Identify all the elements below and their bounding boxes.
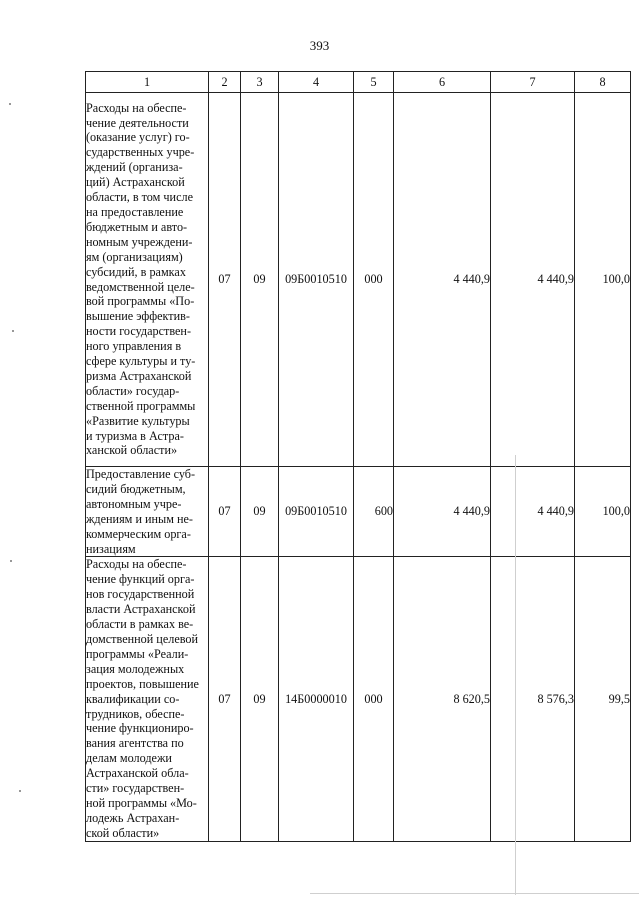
subsection-code: 09 — [241, 93, 279, 467]
budget-table — [85, 71, 631, 842]
description-line: и туризма в Астра- — [86, 428, 184, 443]
description-line: чение функций орга- — [86, 572, 195, 587]
description-line: домственной целевой — [86, 631, 199, 646]
description-line: сударственных учре- — [86, 145, 195, 160]
executed-amount: 8 576,3 — [491, 557, 575, 841]
description-line: Предоставление суб- — [86, 467, 196, 481]
planned-amount: 8 620,5 — [394, 557, 491, 841]
planned-amount: 4 440,9 — [394, 467, 491, 557]
column-header: 5 — [354, 72, 394, 93]
row-description — [86, 557, 209, 841]
execution-percent: 100,0 — [575, 467, 631, 557]
description-line: квалификации со- — [86, 691, 180, 706]
description-line: Расходы на обеспе- — [86, 100, 187, 115]
description-line: нов государственной — [86, 587, 195, 602]
description-line: Астраханской обла- — [86, 766, 189, 781]
description-line: сфере культуры и ту- — [86, 354, 196, 369]
target-article-code: 09Б0010510 — [279, 467, 354, 557]
execution-percent: 100,0 — [575, 93, 631, 467]
row-description — [86, 93, 209, 467]
description-line: чение функциониро- — [86, 721, 194, 736]
execution-percent: 99,5 — [575, 557, 631, 841]
page-number: 393 — [309, 38, 330, 53]
planned-amount: 4 440,9 — [394, 93, 491, 467]
description-line: коммерческим орга- — [86, 526, 191, 541]
scan-artifact-dot — [10, 560, 12, 562]
description-line: делам молодежи — [86, 751, 172, 766]
description-line: ведомственной целе- — [86, 279, 195, 294]
description-line: автономным учре- — [86, 496, 182, 511]
description-line: области, в том числе — [86, 190, 193, 205]
subsection-code: 09 — [241, 467, 279, 557]
description-line: ризма Астраханской — [86, 368, 192, 383]
table-row — [86, 93, 631, 467]
section-code: 07 — [209, 467, 241, 557]
description-line: зация молодежных — [86, 661, 185, 676]
description-line: вой программы «По- — [86, 294, 195, 309]
description-line: проектов, повышение — [86, 676, 199, 691]
description-line: субсидий, в рамках — [86, 264, 186, 279]
description-line: лодежь Астрахан- — [86, 810, 180, 825]
description-line: вания агентства по — [86, 736, 184, 751]
description-line: ханской области» — [86, 443, 178, 458]
target-article-code: 09Б0010510 — [279, 93, 354, 467]
section-code: 07 — [209, 557, 241, 841]
description-line: «Развитие культуры — [86, 413, 190, 428]
section-code: 07 — [209, 93, 241, 467]
scan-artifact-dot — [12, 330, 14, 332]
row-description — [86, 467, 209, 557]
description-line: ждений (организа- — [86, 160, 183, 175]
description-line: чение деятельности — [86, 115, 189, 130]
column-header: 2 — [209, 72, 241, 93]
description-line: ждениям и иным не- — [86, 511, 193, 526]
expense-type-code: 600 — [354, 467, 394, 557]
executed-amount: 4 440,9 — [491, 467, 575, 557]
table-row — [86, 467, 631, 557]
column-header: 8 — [575, 72, 631, 93]
description-line: низациям — [86, 541, 136, 556]
description-line: программы «Реали- — [86, 646, 189, 661]
description-line: (оказание услуг) го- — [86, 130, 190, 145]
description-line: области в рамках ве- — [86, 617, 194, 632]
subsection-code: 09 — [241, 557, 279, 841]
scan-artifact-line — [310, 893, 639, 894]
scan-artifact-dot — [19, 790, 21, 792]
description-line: области» государ- — [86, 383, 180, 398]
description-line: ности государствен- — [86, 324, 192, 339]
description-line: на предоставление — [86, 204, 184, 219]
description-line: сти» государствен- — [86, 781, 185, 796]
column-header: 3 — [241, 72, 279, 93]
description-line: трудников, обеспе- — [86, 706, 185, 721]
executed-amount: 4 440,9 — [491, 93, 575, 467]
description-line: власти Астраханской — [86, 602, 196, 617]
target-article-code: 14Б0000010 — [279, 557, 354, 841]
column-header: 1 — [86, 72, 209, 93]
description-line: ственной программы — [86, 398, 196, 413]
column-header: 7 — [491, 72, 575, 93]
description-line: бюджетным и авто- — [86, 219, 188, 234]
description-line: ям (организациям) — [86, 249, 183, 264]
description-line: ного управления в — [86, 339, 182, 354]
scan-artifact-dot — [9, 103, 11, 105]
column-header: 4 — [279, 72, 354, 93]
column-header: 6 — [394, 72, 491, 93]
description-line: ской области» — [86, 825, 160, 840]
description-line: Расходы на обеспе- — [86, 557, 187, 572]
scan-artifact-line — [515, 455, 516, 895]
expense-type-code: 000 — [354, 93, 394, 467]
description-line: ций) Астраханской — [86, 175, 185, 190]
description-line: сидий бюджетным, — [86, 481, 186, 496]
table-header-row — [86, 72, 631, 93]
table-row — [86, 557, 631, 841]
description-line: ной программы «Мо- — [86, 795, 197, 810]
description-line: номным учреждени- — [86, 234, 193, 249]
description-line: вышение эффектив- — [86, 309, 190, 324]
expense-type-code: 000 — [354, 557, 394, 841]
